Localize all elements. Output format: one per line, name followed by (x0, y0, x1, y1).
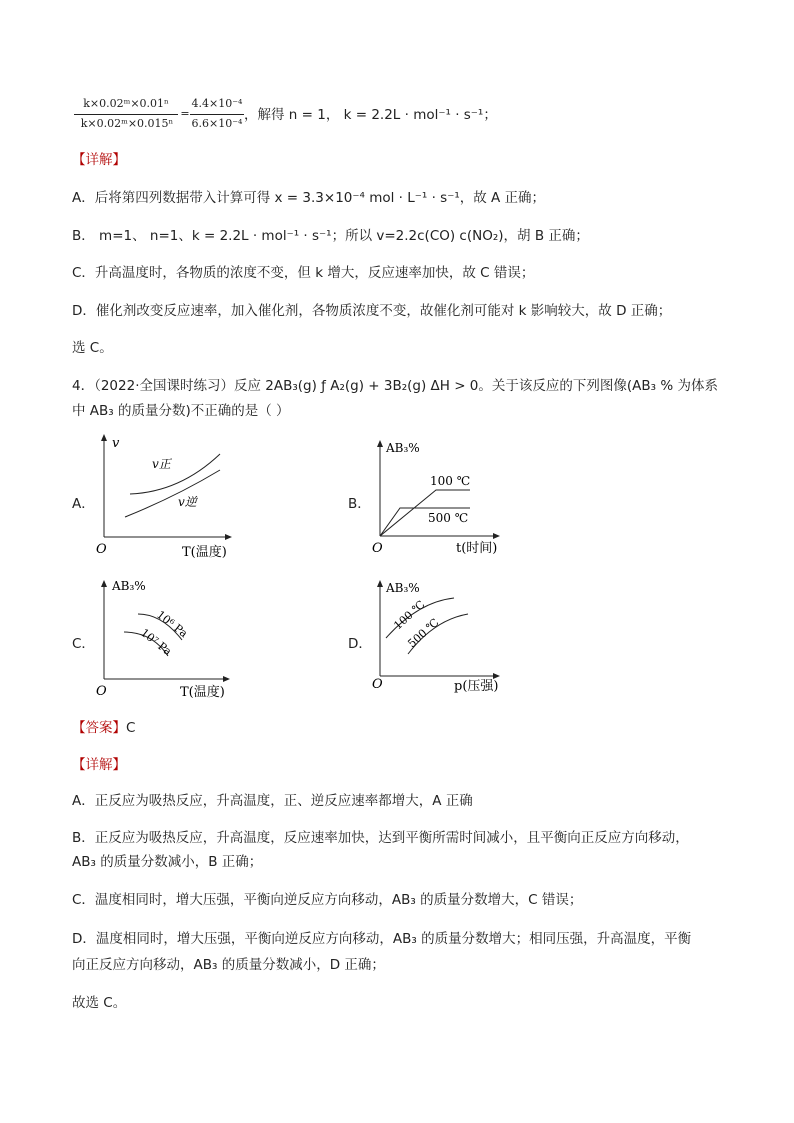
graph-c (90, 576, 260, 704)
graph-b (368, 438, 518, 560)
curve-10-6-pa-label: 10⁶ Pa (154, 608, 191, 641)
section1-option-d: D．催化剂改变反应速率，加入催化剂，各物质浓度不变，故催化剂可能对 k 影响较大，故 D 正确； (72, 303, 672, 319)
section2-option-a: A．正反应为吸热反应，升高温度，正、逆反应速率都增大，A 正确 (72, 793, 473, 809)
curve-100c-label: 100 ℃ (430, 474, 471, 488)
origin-label: O (372, 541, 383, 556)
fraction-left-bar (74, 114, 178, 115)
answer-value: C (126, 720, 136, 736)
equals-sign: = (180, 107, 190, 120)
curve-v-reverse-label: v逆 (178, 495, 197, 509)
axis-y-label: v (112, 436, 120, 451)
axis-y-label: AB₃% (112, 579, 146, 593)
option-d-label: D． (348, 636, 372, 652)
axis-y-label: AB₃% (386, 441, 420, 455)
curve-10-7-pa-label: 10⁷ Pa (138, 626, 175, 659)
fraction-left-numerator: k×0.02ᵐ×0.01ⁿ (83, 97, 169, 110)
section2-option-d-line1: D．温度相同时，增大压强，平衡向逆反应方向移动，AB₃ 的质量分数增大；相同压强，升高温度，平衡 (72, 931, 692, 947)
option-c-label: C． (72, 636, 95, 652)
section1-choice: 选 C。 (72, 340, 113, 356)
fraction-right-numerator: 4.4×10⁻⁴ (191, 97, 243, 110)
question-line2: 中 AB₃ 的质量分数)不正确的是（ ） (72, 403, 290, 419)
section1-header: 【详解】 (72, 152, 126, 168)
origin-label: O (96, 684, 107, 699)
section2-final: 故选 C。 (72, 995, 127, 1011)
question-line1: 4．（2022·全国课时练习）反应 2AB₃(g) ƒ A₂(g) + 3B₂(g) ΔH > 0。关于该反应的下列图像(AB₃ % 为体系 (72, 378, 718, 394)
axis-x-label: T(温度) (182, 545, 227, 560)
curve-v-forward-label: v正 (152, 457, 171, 471)
section2-option-d-line2: 向正反应方向移动，AB₃ 的质量分数减小，D 正确； (72, 957, 385, 973)
axis-y-label: AB₃% (386, 581, 420, 595)
graph-d (368, 578, 518, 700)
section1-option-c: C．升高温度时，各物质的浓度不变，但 k 增大，反应速率加快，故 C 错误； (72, 265, 535, 281)
origin-label: O (96, 542, 107, 557)
section2-header: 【详解】 (72, 757, 126, 773)
curve-500c-label: 500 ℃ (405, 615, 442, 651)
fraction-left-denominator: k×0.02ᵐ×0.015ⁿ (80, 117, 174, 130)
curve-500c-label: 500 ℃ (428, 511, 469, 525)
section2-option-c: C．温度相同时，增大压强，平衡向逆反应方向移动，AB₃ 的质量分数增大，C 错误； (72, 892, 583, 908)
section1-option-b: B． m=1、 n=1、k = 2.2L · mol⁻¹ · s⁻¹；所以 v=2.2c(CO) c(NO₂)，胡 B 正确； (72, 228, 589, 244)
option-a-label: A． (72, 496, 95, 512)
fraction-right-denominator: 6.6×10⁻⁴ (191, 117, 243, 130)
axis-x-label: T(温度) (180, 685, 225, 700)
axis-x-label: t(时间) (456, 541, 498, 556)
section1-option-a: A．后将第四列数据带入计算可得 x = 3.3×10⁻⁴ mol · L⁻¹ · s⁻¹，故 A 正确； (72, 190, 546, 206)
origin-label: O (372, 677, 383, 692)
section2-option-b-line1: B．正反应为吸热反应，升高温度，反应速率加快，达到平衡所需时间减小，且平衡向正反应方向移动， (72, 830, 689, 846)
graph-a (90, 432, 260, 560)
answer-label: 【答案】 (72, 720, 126, 736)
section2-option-b-line2: AB₃ 的质量分数减小，B 正确； (72, 854, 263, 870)
curve-100c-label: 100 ℃ (391, 597, 428, 633)
answer (72, 719, 135, 737)
fraction-right-bar (190, 114, 244, 115)
curve-v-forward (130, 454, 220, 494)
axis-x-label: p(压强) (454, 679, 499, 694)
option-b-label: B． (348, 496, 371, 512)
formula-result: ，解得 n = 1， k = 2.2L · mol⁻¹ · s⁻¹； (244, 107, 497, 123)
